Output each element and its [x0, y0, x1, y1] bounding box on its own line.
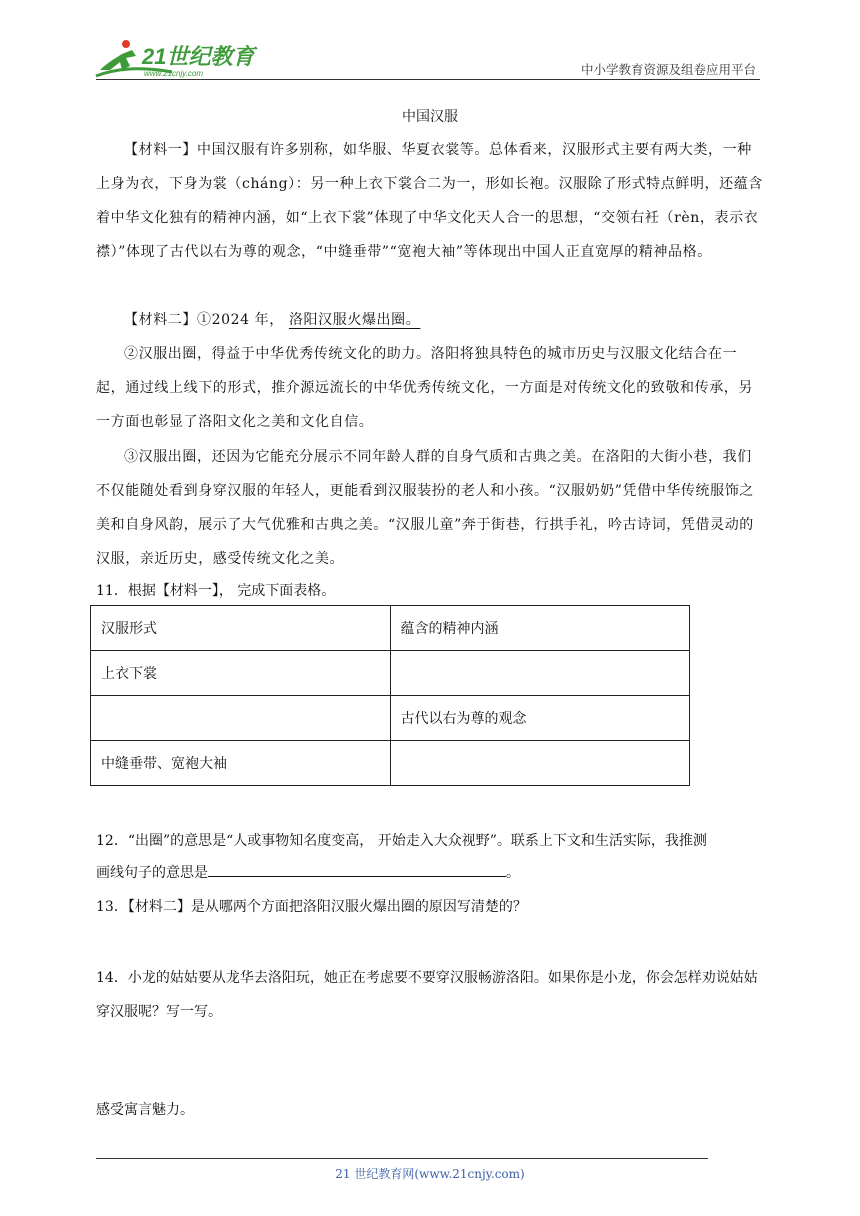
- table-cell: 中缝垂带、宽袍大袖: [91, 741, 391, 786]
- question-11: 11．根据【材料一】， 完成下面表格。: [96, 583, 336, 599]
- table-row: [91, 651, 690, 696]
- page-title: 中国汉服: [402, 109, 458, 125]
- question-12-suffix: 。: [506, 865, 520, 881]
- table-answer-cell[interactable]: [91, 696, 391, 741]
- material2-underlined-sentence: 洛阳汉服火爆出圈。: [288, 312, 421, 328]
- material1-tag: 【材料一】: [124, 142, 197, 158]
- logo-url: www.21cnjy.com: [144, 69, 203, 78]
- table-row: [91, 741, 690, 786]
- table-cell: 上衣下裳: [91, 651, 391, 696]
- section-heading: 感受寓言魅力。: [96, 1102, 194, 1118]
- logo-text: 21世纪教育: [142, 44, 255, 69]
- answer-blank[interactable]: [208, 858, 506, 877]
- answer-table: [90, 605, 690, 786]
- material2-line1: [96, 303, 764, 337]
- question-12-line1: 12．“出圈”的意思是“人或事物知名度变高， 开始走入大众视野”。联系上下文和生活实际，我推测: [96, 833, 707, 849]
- table-row: [91, 606, 690, 651]
- table-answer-cell[interactable]: [390, 741, 690, 786]
- question-12-prefix: 画线句子的意思是: [96, 865, 208, 881]
- site-logo: [92, 36, 262, 80]
- material1-text: 中国汉服有许多别称，如华服、华夏衣裳等。总体看来，汉服形式主要有两大类，一种上身为衣，下身为裳（cháng）：另一种上衣下裳合二为一，形如长袍。汉服除了形式特点鲜明，还蕴含着中华文化独有的精神内涵，如“上衣下裳”体现了中华文化天人合一的思想，“交领右衽（rèn，表示衣襟）”体现了古代以右为尊的观念，“中缝垂带”“宽袍大袖”等体现出中国人正直宽厚的精神品格。: [96, 142, 763, 260]
- material1-paragraph: [96, 133, 764, 269]
- question-14: 14．小龙的姑姑要从龙华去洛阳玩，她正在考虑要不要穿汉服畅游洛阳。如果你是小龙，你会怎样劝说姑姑穿汉服呢？写一写。: [96, 970, 758, 1020]
- table-cell: 汉服形式: [91, 606, 391, 651]
- material2-tag: 【材料二】: [124, 312, 197, 328]
- question-12-line2: [96, 856, 764, 890]
- footer-link[interactable]: 21 世纪教育网(www.21cnjy.com): [335, 1167, 525, 1181]
- header-divider: [96, 79, 760, 80]
- table-cell: 蕴含的精神内涵: [390, 606, 690, 651]
- material2-paragraph2: ②汉服出圈，得益于中华优秀传统文化的助力。洛阳将独具特色的城市历史与汉服文化结合在一起，通过线上线下的形式，推介源远流长的中华优秀传统文化，一方面是对传统文化的致敬和传承，另一方面也彰显了洛阳文化之美和文化自信。: [96, 346, 753, 430]
- question-13: 13．【材料二】是从哪两个方面把洛阳汉服火爆出圈的原因写清楚的？: [96, 899, 527, 915]
- table-answer-cell[interactable]: [390, 651, 690, 696]
- material2-paragraph3: ③汉服出圈，还因为它能充分展示不同年龄人群的自身气质和古典之美。在洛阳的大街小巷，我们不仅能随处看到身穿汉服的年轻人，更能看到汉服装扮的老人和小孩。“汉服奶奶”凭借中华传统服饰之美和自身风韵，展示了大气优雅和古典之美。“汉服儿童”奔于街巷，行拱手礼，吟古诗词，凭借灵动的汉服，亲近历史，感受传统文化之美。: [96, 449, 754, 567]
- header-platform-name: 中小学教育资源及组卷应用平台: [580, 62, 756, 77]
- footer-divider: [96, 1158, 708, 1159]
- table-cell: 古代以右为尊的观念: [390, 696, 690, 741]
- material2-line1-prefix: ①2024 年，: [197, 312, 284, 328]
- table-row: [91, 696, 690, 741]
